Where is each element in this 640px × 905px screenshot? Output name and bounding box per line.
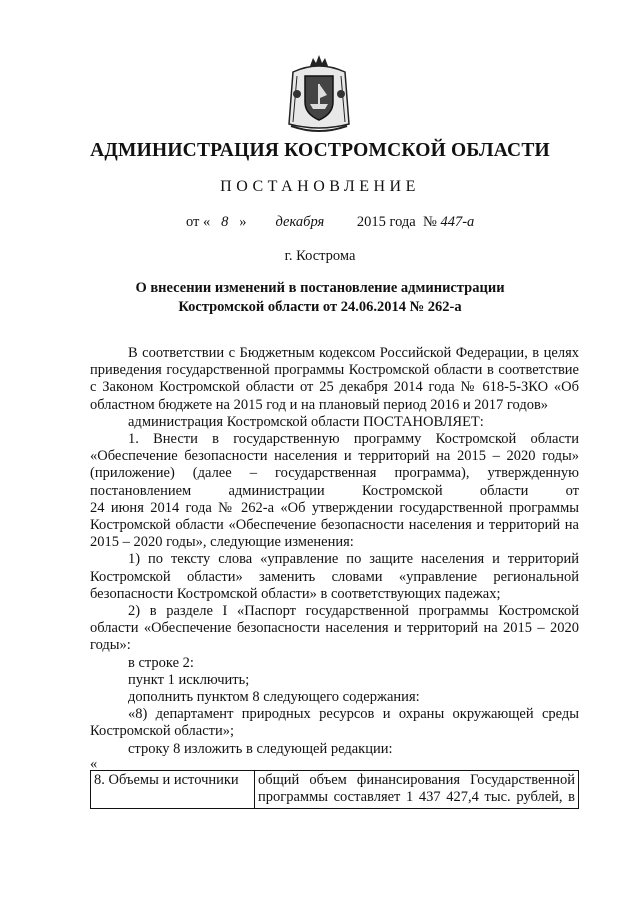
document-body	[90, 345, 579, 809]
heading-line-2: Костромской области от 24.06.2014 № 262-а	[178, 299, 462, 315]
date-close: »	[239, 214, 247, 230]
document-heading	[0, 279, 640, 317]
table-cell-label: 8. Объемы и источники	[91, 770, 255, 808]
table-cell-value: общий объем финансирования Государственной программы составляет 1 437 427,4 тыс. рублей, в	[255, 770, 579, 808]
quote-open: «	[90, 755, 98, 772]
coat-of-arms-icon	[283, 52, 355, 134]
date-year: 2015 года	[356, 214, 416, 230]
date-day: 8	[221, 214, 229, 230]
document-number: 447-а	[440, 214, 475, 230]
paragraph: 1) по тексту слова «управление по защите населения и территорий Костромской области» заменить словами «управление региональной безопасности Костромской области» в соответствующих падежах;	[90, 551, 579, 602]
document-dateline	[186, 214, 474, 231]
paragraph: строку 8 изложить в следующей редакции:	[128, 740, 393, 757]
paragraph: В соответствии с Бюджетным кодексом Российской Федерации, в целях приведения государственной программы Костромской области в соответствие с Законом Костромской области от 25 декабря 2014 года № 618-5-ЗКО «Об областном бюджете на 2015 год и на плановый период 2016 и 2017 годов»	[90, 345, 579, 413]
passport-table	[90, 770, 579, 809]
number-sign: №	[422, 214, 437, 230]
paragraph: 2) в разделе I «Паспорт государственной программы Костромской области «Обеспечение безопасности населения и территорий на 2015 – 2020 годы»:	[90, 603, 579, 654]
paragraph: 1. Внести в государственную программу Костромской области «Обеспечение безопасности населения и территорий на 2015 – 2020 годы» (приложение) (далее – государственная программа), утвержденную постановлением администрации Костромской области от	[90, 431, 579, 499]
city: г. Кострома	[284, 248, 356, 264]
paragraph: дополнить пунктом 8 следующего содержания:	[128, 689, 420, 706]
table-row	[91, 770, 579, 808]
document-type: ПОСТАНОВЛЕНИЕ	[220, 178, 420, 195]
date-month: декабря	[275, 214, 325, 230]
paragraph: пункт 1 исключить;	[128, 671, 250, 688]
heading-line-1: О внесении изменений в постановление администрации	[135, 280, 505, 296]
organization-title: АДМИНИСТРАЦИЯ КОСТРОМСКОЙ ОБЛАСТИ	[90, 140, 550, 161]
date-prefix: от «	[186, 214, 211, 230]
paragraph: «8) департамент природных ресурсов и охраны окружающей среды Костромской области»;	[90, 706, 579, 740]
paragraph: администрация Костромской области ПОСТАНОВЛЯЕТ:	[128, 413, 484, 430]
paragraph: 24 июня 2014 года № 262-а «Об утверждении государственной программы Костромской области «Обеспечение безопасности населения и территорий на 2015 – 2020 годы», следующие изменения:	[90, 499, 579, 551]
paragraph: в строке 2:	[128, 654, 194, 671]
